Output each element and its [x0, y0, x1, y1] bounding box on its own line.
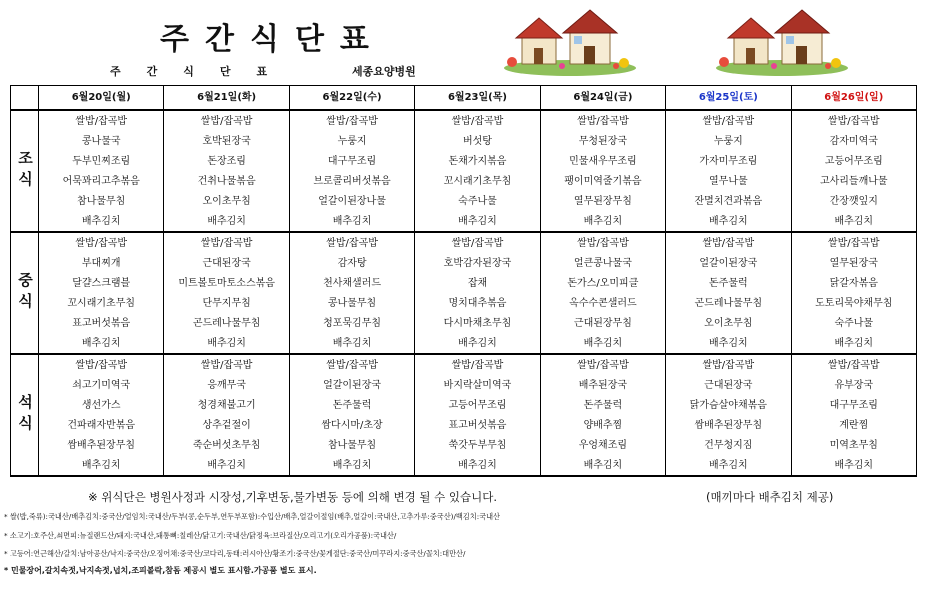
menu-cell: 쌀밥/잡곡밥 — [164, 232, 289, 253]
menu-cell: 생선가스 — [39, 395, 164, 415]
menu-row — [11, 211, 917, 232]
menu-cell: 도토리묵야채무침 — [791, 293, 916, 313]
origin-line: * 쌀(밥,죽류):국내산/배추김치:중국산/얼임치:국내산/두부(콩,순두부,연두부포함):수입산/배추,얼갈이절임(배추,얼갈이:국내산,고추가루:중국산)/백김치:국내산 — [4, 512, 500, 521]
menu-cell: 쌀밥/잡곡밥 — [415, 354, 540, 375]
menu-cell: 근대된장국 — [666, 375, 791, 395]
meal-label: 중식 — [11, 232, 39, 354]
menu-cell: 쇠고기미역국 — [39, 375, 164, 395]
menu-cell: 청포묵김무침 — [289, 313, 414, 333]
menu-row — [11, 171, 917, 191]
menu-cell: 배추김치 — [791, 333, 916, 354]
menu-cell: 쌀밥/잡곡밥 — [540, 354, 665, 375]
menu-cell: 닭가슴살야채볶음 — [666, 395, 791, 415]
menu-cell: 우엉채조림 — [540, 435, 665, 455]
menu-row — [11, 375, 917, 395]
menu-cell: 유부장국 — [791, 375, 916, 395]
weekly-menu-table — [10, 85, 917, 477]
menu-cell: 쌀밥/잡곡밥 — [666, 354, 791, 375]
house-illustration — [500, 6, 640, 76]
menu-cell: 고등어무조림 — [791, 151, 916, 171]
menu-cell: 쌀밥/잡곡밥 — [415, 232, 540, 253]
menu-cell: 부대찌개 — [39, 253, 164, 273]
menu-cell: 쌀밥/잡곡밥 — [164, 354, 289, 375]
menu-cell: 어묵꽈리고추볶음 — [39, 171, 164, 191]
menu-row — [11, 313, 917, 333]
menu-cell: 쑥갓두부무침 — [415, 435, 540, 455]
menu-cell: 버섯탕 — [415, 131, 540, 151]
menu-cell: 돈가스/오미피클 — [540, 273, 665, 293]
day-header: 6월24일(금) — [540, 86, 665, 111]
menu-cell: 배추김치 — [289, 333, 414, 354]
menu-cell: 간장깻잎지 — [791, 191, 916, 211]
menu-cell: 배추된장국 — [540, 375, 665, 395]
menu-row — [11, 333, 917, 354]
menu-cell: 곤드레나물무침 — [164, 313, 289, 333]
menu-cell: 얼갈이된장나물 — [289, 191, 414, 211]
menu-cell: 응깨무국 — [164, 375, 289, 395]
day-header-row — [11, 86, 917, 111]
menu-cell: 무청된장국 — [540, 131, 665, 151]
menu-cell: 민물새우무조림 — [540, 151, 665, 171]
menu-cell: 양배추찜 — [540, 415, 665, 435]
menu-cell: 숙주나물 — [415, 191, 540, 211]
menu-cell: 상추겉절이 — [164, 415, 289, 435]
menu-cell: 단무지무침 — [164, 293, 289, 313]
menu-row — [11, 435, 917, 455]
menu-cell: 배추김치 — [164, 211, 289, 232]
menu-cell: 쌈다시마/초장 — [289, 415, 414, 435]
menu-cell: 미트볼토마토소스볶음 — [164, 273, 289, 293]
menu-cell: 배추김치 — [666, 211, 791, 232]
menu-row — [11, 191, 917, 211]
menu-cell: 배추김치 — [39, 455, 164, 476]
change-notice: ※ 위식단은 병원사정과 시장성,기후변동,물가변동 등에 의해 변경 될 수 있습니다. — [88, 490, 497, 504]
menu-cell: 배추김치 — [791, 211, 916, 232]
menu-cell: 누룽지 — [666, 131, 791, 151]
menu-cell: 두부민찌조림 — [39, 151, 164, 171]
menu-cell: 곤드레나물무침 — [666, 293, 791, 313]
menu-row — [11, 131, 917, 151]
menu-cell: 쌈배추된장무침 — [39, 435, 164, 455]
menu-cell: 배추김치 — [540, 211, 665, 232]
origin-line: * 민물장어,갈치속젓,낙지속젓,넙치,조피볼락,참돔 제공시 별도 표시함.가공품 별도 표시. — [4, 566, 317, 575]
menu-cell: 쌀밥/잡곡밥 — [415, 110, 540, 131]
menu-cell: 쌀밥/잡곡밥 — [540, 232, 665, 253]
menu-cell: 쌀밥/잡곡밥 — [666, 110, 791, 131]
menu-cell: 다시마채초무침 — [415, 313, 540, 333]
menu-cell: 돈장조림 — [164, 151, 289, 171]
menu-row — [11, 232, 917, 253]
menu-cell: 건무청지짐 — [666, 435, 791, 455]
menu-cell: 돈주물럭 — [289, 395, 414, 415]
kimchi-note: (매끼마다 배추김치 제공) — [706, 490, 834, 504]
menu-cell: 숙주나물 — [791, 313, 916, 333]
menu-cell: 표고버섯볶음 — [39, 313, 164, 333]
origin-line: * 고등어:연근해산/갈치:남아공산/낙지:중국산/오징어채:중국산/코다리,동태:러시아산/황조기:중국산/꽃게절단:중국산/미꾸라지:중국산/꼴치:대만산/ — [4, 549, 466, 558]
menu-cell: 쌀밥/잡곡밥 — [39, 232, 164, 253]
menu-cell: 배추김치 — [666, 455, 791, 476]
menu-cell: 얼큰콩나물국 — [540, 253, 665, 273]
menu-cell: 배추김치 — [164, 333, 289, 354]
menu-cell: 명치대추볶음 — [415, 293, 540, 313]
menu-cell: 바지락살미역국 — [415, 375, 540, 395]
menu-row — [11, 151, 917, 171]
menu-cell: 죽순버섯초무침 — [164, 435, 289, 455]
menu-cell: 쌀밥/잡곡밥 — [791, 110, 916, 131]
menu-row — [11, 395, 917, 415]
menu-cell: 고사리들깨나물 — [791, 171, 916, 191]
menu-cell: 배추김치 — [540, 333, 665, 354]
day-header-sunday: 6월26일(일) — [791, 86, 916, 111]
hospital-name: 세종요양병원 — [352, 65, 416, 78]
menu-cell: 쌀밥/잡곡밥 — [39, 354, 164, 375]
day-header: 6월21일(화) — [164, 86, 289, 111]
menu-cell: 호박감자된장국 — [415, 253, 540, 273]
menu-cell: 배추김치 — [415, 455, 540, 476]
menu-cell: 배추김치 — [289, 211, 414, 232]
menu-cell: 호박된장국 — [164, 131, 289, 151]
menu-cell: 대구무조림 — [791, 395, 916, 415]
menu-cell: 근대된장국 — [164, 253, 289, 273]
menu-cell: 배추김치 — [164, 455, 289, 476]
menu-cell: 브로콜리버섯볶음 — [289, 171, 414, 191]
menu-cell: 잔멸치견과볶음 — [666, 191, 791, 211]
menu-cell: 쌀밥/잡곡밥 — [540, 110, 665, 131]
menu-cell: 배추김치 — [39, 333, 164, 354]
menu-row — [11, 293, 917, 313]
menu-row — [11, 253, 917, 273]
menu-cell: 배추김치 — [791, 455, 916, 476]
menu-row — [11, 273, 917, 293]
menu-cell: 배추김치 — [39, 211, 164, 232]
menu-cell: 계란찜 — [791, 415, 916, 435]
menu-cell: 배추김치 — [415, 333, 540, 354]
menu-cell: 열무나물 — [666, 171, 791, 191]
menu-cell: 근대된장무침 — [540, 313, 665, 333]
menu-cell: 오이초무침 — [666, 313, 791, 333]
menu-row — [11, 110, 917, 131]
menu-cell: 참나물무침 — [289, 435, 414, 455]
menu-cell: 팽이미역줄기볶음 — [540, 171, 665, 191]
menu-cell: 잡채 — [415, 273, 540, 293]
menu-cell: 쌀밥/잡곡밥 — [164, 110, 289, 131]
menu-cell: 가자미무조림 — [666, 151, 791, 171]
day-header: 6월23일(목) — [415, 86, 540, 111]
menu-cell: 꼬시래기초무침 — [39, 293, 164, 313]
menu-cell: 쌈배추된장무침 — [666, 415, 791, 435]
menu-cell: 배추김치 — [289, 455, 414, 476]
menu-cell: 배추김치 — [666, 333, 791, 354]
day-header: 6월20일(월) — [39, 86, 164, 111]
menu-cell: 천사채샐러드 — [289, 273, 414, 293]
menu-cell: 감자탕 — [289, 253, 414, 273]
menu-cell: 청경채불고기 — [164, 395, 289, 415]
menu-cell: 달걀스크램블 — [39, 273, 164, 293]
menu-cell: 쌀밥/잡곡밥 — [791, 232, 916, 253]
menu-cell: 열무된장국 — [791, 253, 916, 273]
menu-row — [11, 415, 917, 435]
menu-cell: 참나물무침 — [39, 191, 164, 211]
menu-cell: 콩나물국 — [39, 131, 164, 151]
menu-cell: 돈채가지볶음 — [415, 151, 540, 171]
menu-cell: 쌀밥/잡곡밥 — [39, 110, 164, 131]
menu-cell: 돈주물럭 — [540, 395, 665, 415]
day-header-saturday: 6월25일(토) — [666, 86, 791, 111]
menu-cell: 꼬시래기초무침 — [415, 171, 540, 191]
menu-cell: 얼갈이된장국 — [289, 375, 414, 395]
menu-cell: 건파래자반볶음 — [39, 415, 164, 435]
menu-cell: 오이초무침 — [164, 191, 289, 211]
menu-cell: 대구무조림 — [289, 151, 414, 171]
meal-label: 조식 — [11, 110, 39, 232]
menu-cell: 쌀밥/잡곡밥 — [666, 232, 791, 253]
menu-row — [11, 455, 917, 476]
menu-cell: 얼갈이된장국 — [666, 253, 791, 273]
menu-cell: 배추김치 — [415, 211, 540, 232]
menu-cell: 콩나물무침 — [289, 293, 414, 313]
page-title: 주간식단표 — [160, 22, 385, 57]
meal-label: 석식 — [11, 354, 39, 476]
menu-cell: 미역초무침 — [791, 435, 916, 455]
menu-cell: 열무된장무침 — [540, 191, 665, 211]
menu-cell: 누룽지 — [289, 131, 414, 151]
menu-cell: 표고버섯볶음 — [415, 415, 540, 435]
menu-cell: 감자미역국 — [791, 131, 916, 151]
menu-cell: 옥수수콘샐러드 — [540, 293, 665, 313]
menu-row — [11, 354, 917, 375]
origin-line: * 소고기:호주산,쇠면피:뉴질랜드산/돼지:국내산,돼통뼈:칠레산/닭고기:국내산/닭정육:브라질산/오리고기(오리가공품):국내산/ — [4, 531, 397, 540]
menu-cell: 닭갈자볶음 — [791, 273, 916, 293]
menu-cell: 배추김치 — [540, 455, 665, 476]
house-illustration — [712, 6, 852, 76]
menu-cell: 고등어무조림 — [415, 395, 540, 415]
menu-cell: 건취나물볶음 — [164, 171, 289, 191]
page-subtitle: 주간식단표 — [110, 65, 294, 78]
menu-cell: 쌀밥/잡곡밥 — [289, 354, 414, 375]
menu-cell: 돈주물럭 — [666, 273, 791, 293]
corner-cell — [11, 86, 39, 111]
menu-cell: 쌀밥/잡곡밥 — [791, 354, 916, 375]
menu-cell: 쌀밥/잡곡밥 — [289, 110, 414, 131]
day-header: 6월22일(수) — [289, 86, 414, 111]
menu-cell: 쌀밥/잡곡밥 — [289, 232, 414, 253]
